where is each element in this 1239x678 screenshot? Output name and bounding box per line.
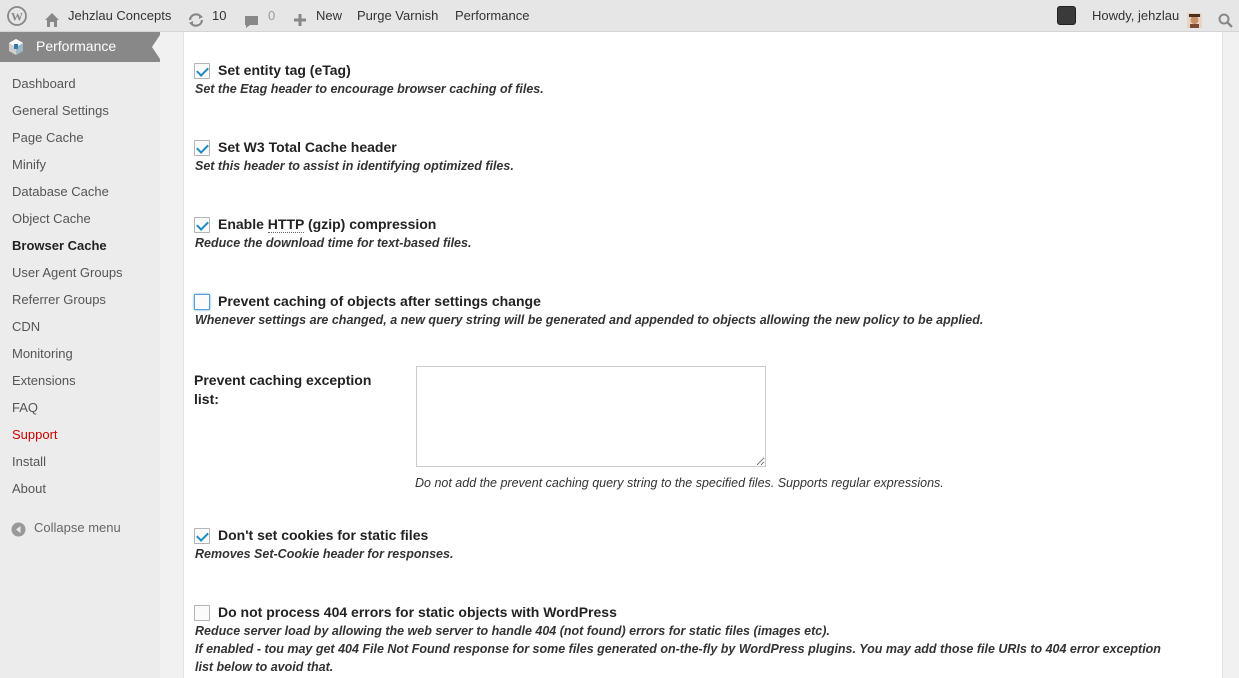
new-content-link[interactable]: New — [316, 8, 343, 23]
gzip-label-pre: Enable — [218, 216, 268, 232]
comments-count[interactable]: 0 — [268, 8, 276, 23]
admin-sidebar — [0, 32, 160, 678]
prevent-caching-checkbox[interactable] — [194, 294, 210, 310]
sidebar-item-referrer-groups[interactable]: Referrer Groups — [12, 292, 106, 307]
http-abbr: HTTP — [267, 216, 305, 232]
404-errors-description-3: list below to avoid that. — [195, 660, 334, 674]
no-cookies-label[interactable]: Don't set cookies for static files — [218, 527, 429, 543]
sidebar-item-support[interactable]: Support — [12, 427, 58, 442]
sidebar-item-general-settings[interactable]: General Settings — [12, 103, 109, 118]
sidebar-item-monitoring[interactable]: Monitoring — [12, 346, 73, 361]
exception-list-label: Prevent caching exception list: — [194, 372, 372, 407]
404-errors-description-2: If enabled - tou may get 404 File Not Found response for some files generated on-the-fly by WordPress plugins. You may add those file URIs to 404 error exception — [195, 642, 1161, 656]
updates-icon[interactable] — [187, 8, 205, 24]
etag-description: Set the Etag header to encourage browser caching of files. — [195, 82, 544, 96]
sidebar-item-object-cache[interactable]: Object Cache — [12, 211, 91, 226]
sidebar-item-extensions[interactable]: Extensions — [12, 373, 76, 388]
prevent-caching-description: Whenever settings are changed, a new query string will be generated and appended to objects allowing the new policy to be applied. — [195, 313, 984, 327]
sidebar-item-about[interactable]: About — [12, 481, 46, 496]
browser-cache-settings — [183, 32, 1223, 678]
sidebar-item-browser-cache[interactable]: Browser Cache — [12, 238, 107, 253]
gzip-label[interactable] — [218, 216, 436, 232]
user-avatar[interactable] — [1187, 8, 1202, 23]
collapse-arrow-icon — [11, 522, 26, 537]
collapse-menu-button[interactable] — [0, 516, 160, 544]
search-icon[interactable] — [1218, 8, 1233, 23]
404-errors-checkbox[interactable] — [194, 605, 210, 621]
no-cookies-checkbox[interactable] — [194, 528, 210, 544]
performance-link[interactable]: Performance — [455, 8, 530, 23]
sidebar-item-page-cache[interactable]: Page Cache — [12, 130, 84, 145]
w3tc-header-label[interactable]: Set W3 Total Cache header — [218, 139, 397, 155]
toolbar-square-icon[interactable] — [1057, 6, 1076, 25]
exception-list-note: Do not add the prevent caching query string to the specified files. Supports regular expressions. — [415, 476, 944, 490]
wordpress-logo-icon[interactable] — [7, 6, 27, 26]
404-errors-label[interactable]: Do not process 404 errors for static objects with WordPress — [218, 604, 617, 620]
gzip-description: Reduce the download time for text-based files. — [195, 236, 472, 250]
w3tc-header-checkbox[interactable] — [194, 140, 210, 156]
sidebar-item-dashboard[interactable]: Dashboard — [12, 76, 76, 91]
sidebar-item-faq[interactable]: FAQ — [12, 400, 39, 415]
howdy-user[interactable]: Howdy, jehzlau — [1092, 8, 1180, 23]
svg-text:W: W — [11, 9, 23, 24]
comments-icon[interactable] — [244, 9, 259, 23]
plus-icon[interactable] — [293, 8, 307, 24]
sidebar-item-database-cache[interactable]: Database Cache — [12, 184, 109, 199]
collapse-menu-label: Collapse menu — [34, 520, 121, 535]
menu-header-label: Performance — [36, 38, 117, 54]
gzip-checkbox[interactable] — [194, 217, 210, 233]
home-icon[interactable] — [44, 8, 60, 24]
updates-count[interactable]: 10 — [212, 8, 227, 23]
sidebar-item-install[interactable]: Install — [12, 454, 46, 469]
etag-checkbox[interactable] — [194, 63, 210, 79]
w3tc-cube-icon — [7, 38, 25, 56]
prevent-caching-label[interactable]: Prevent caching of objects after settings change — [218, 293, 541, 309]
admin-bar — [0, 0, 1239, 32]
menu-performance-header[interactable] — [0, 32, 160, 62]
sidebar-item-minify[interactable]: Minify — [12, 157, 46, 172]
sidebar-item-cdn[interactable]: CDN — [12, 319, 41, 334]
no-cookies-description: Removes Set-Cookie header for responses. — [195, 547, 454, 561]
w3tc-header-description: Set this header to assist in identifying optimized files. — [195, 159, 514, 173]
current-menu-arrow — [152, 35, 160, 59]
etag-label[interactable]: Set entity tag (eTag) — [218, 62, 351, 78]
site-name-link[interactable]: Jehzlau Concepts — [68, 8, 172, 23]
404-errors-description: Reduce server load by allowing the web server to handle 404 (not found) errors for static files (images etc). — [195, 624, 830, 638]
exception-list-textarea[interactable] — [416, 366, 766, 467]
sidebar-item-user-agent-groups[interactable]: User Agent Groups — [12, 265, 123, 280]
gzip-label-post: (gzip) compression — [304, 216, 437, 232]
purge-varnish-link[interactable]: Purge Varnish — [357, 8, 439, 23]
